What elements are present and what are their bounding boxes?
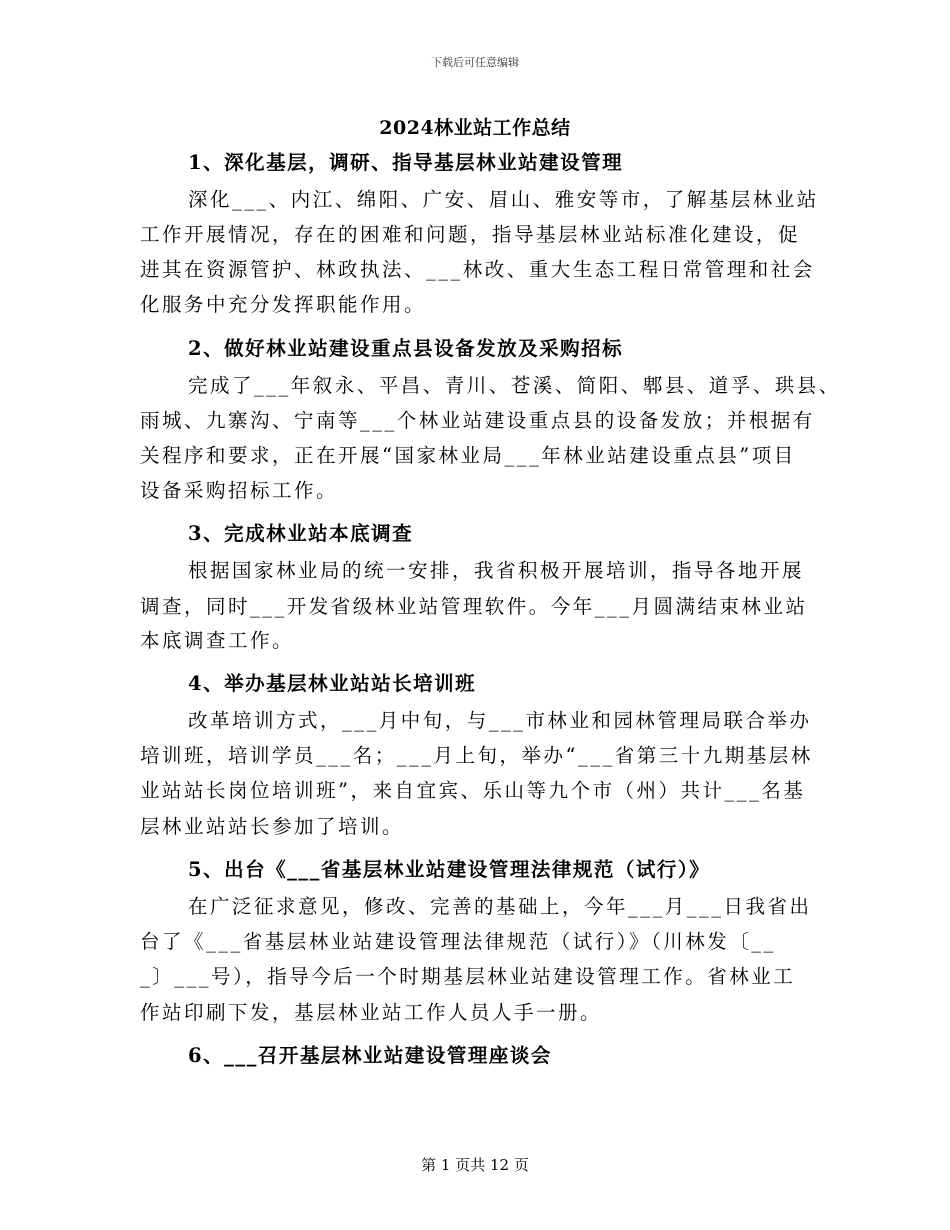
paragraph-line: _〕___号），指导今后一个时期基层林业站建设管理工作。省林业工 [140, 965, 796, 988]
section-heading-6: 6、___召开基层林业站建设管理座谈会 [188, 1044, 552, 1067]
paragraph-line: 深化___、内江、绵阳、广安、眉山、雅安等市，了解基层林业站 [188, 188, 819, 211]
paragraph-line: 本底调查工作。 [140, 629, 295, 652]
section-heading-3: 3、完成林业站本底调查 [188, 522, 414, 545]
section-heading-4: 4、举办基层林业站站长培训班 [188, 672, 477, 695]
paragraph-line: 调查，同时___开发省级林业站管理软件。今年___月圆满结束林业站 [140, 595, 808, 618]
paragraph-line: 设备采购招标工作。 [140, 479, 339, 502]
paragraph-line: 在广泛征求意见，修改、完善的基础上，今年___月___日我省出 [188, 895, 812, 918]
paragraph-line: 台了《___省基层林业站建设管理法律规范（试行）》（川林发〔__ [140, 930, 776, 953]
header-note: 下载后可任意编辑 [431, 56, 519, 69]
paragraph-line: 完成了___年叙永、平昌、青川、苍溪、简阳、郫县、道孚、珙县、 [188, 374, 841, 397]
paragraph-line: 雨城、九寨沟、宁南等___个林业站建设重点县的设备发放；并根据有 [140, 409, 815, 432]
document-title: 2024林业站工作总结 [379, 117, 571, 139]
paragraph-line: 层林业站站长参加了培训。 [140, 815, 405, 838]
section-heading-1: 1、深化基层，调研、指导基层林业站建设管理 [188, 151, 624, 174]
paragraph-line: 改革培训方式，___月中旬，与___市林业和园林管理局联合举办 [188, 709, 812, 732]
paragraph-line: 根据国家林业局的统一安排，我省积极开展培训，指导各地开展 [188, 559, 805, 582]
section-heading-5: 5、出台《___省基层林业站建设管理法律规范（试行）》 [188, 858, 711, 881]
paragraph-line: 业站站长岗位培训班”，来自宜宾、乐山等九个市（州）共计___名基 [140, 779, 806, 802]
paragraph-line: 进其在资源管护、林政执法、___林改、重大生态工程日常管理和社会 [140, 258, 815, 281]
section-heading-2: 2、做好林业站建设重点县设备发放及采购招标 [188, 337, 624, 360]
paragraph-line: 作站印刷下发，基层林业站工作人员人手一册。 [140, 1001, 603, 1024]
page-footer: 第 1 页共 12 页 [421, 1156, 529, 1174]
paragraph-line: 化服务中充分发挥职能作用。 [140, 293, 427, 316]
paragraph-line: 关程序和要求，正在开展“国家林业局___年林业站建设重点县”项目 [140, 444, 796, 467]
paragraph-line: 工作开展情况，存在的困难和问题，指导基层林业站标准化建设，促 [140, 223, 801, 246]
paragraph-line: 培训班，培训学员___名；___月上旬，举办“___省第三十九期基层林 [140, 744, 813, 767]
